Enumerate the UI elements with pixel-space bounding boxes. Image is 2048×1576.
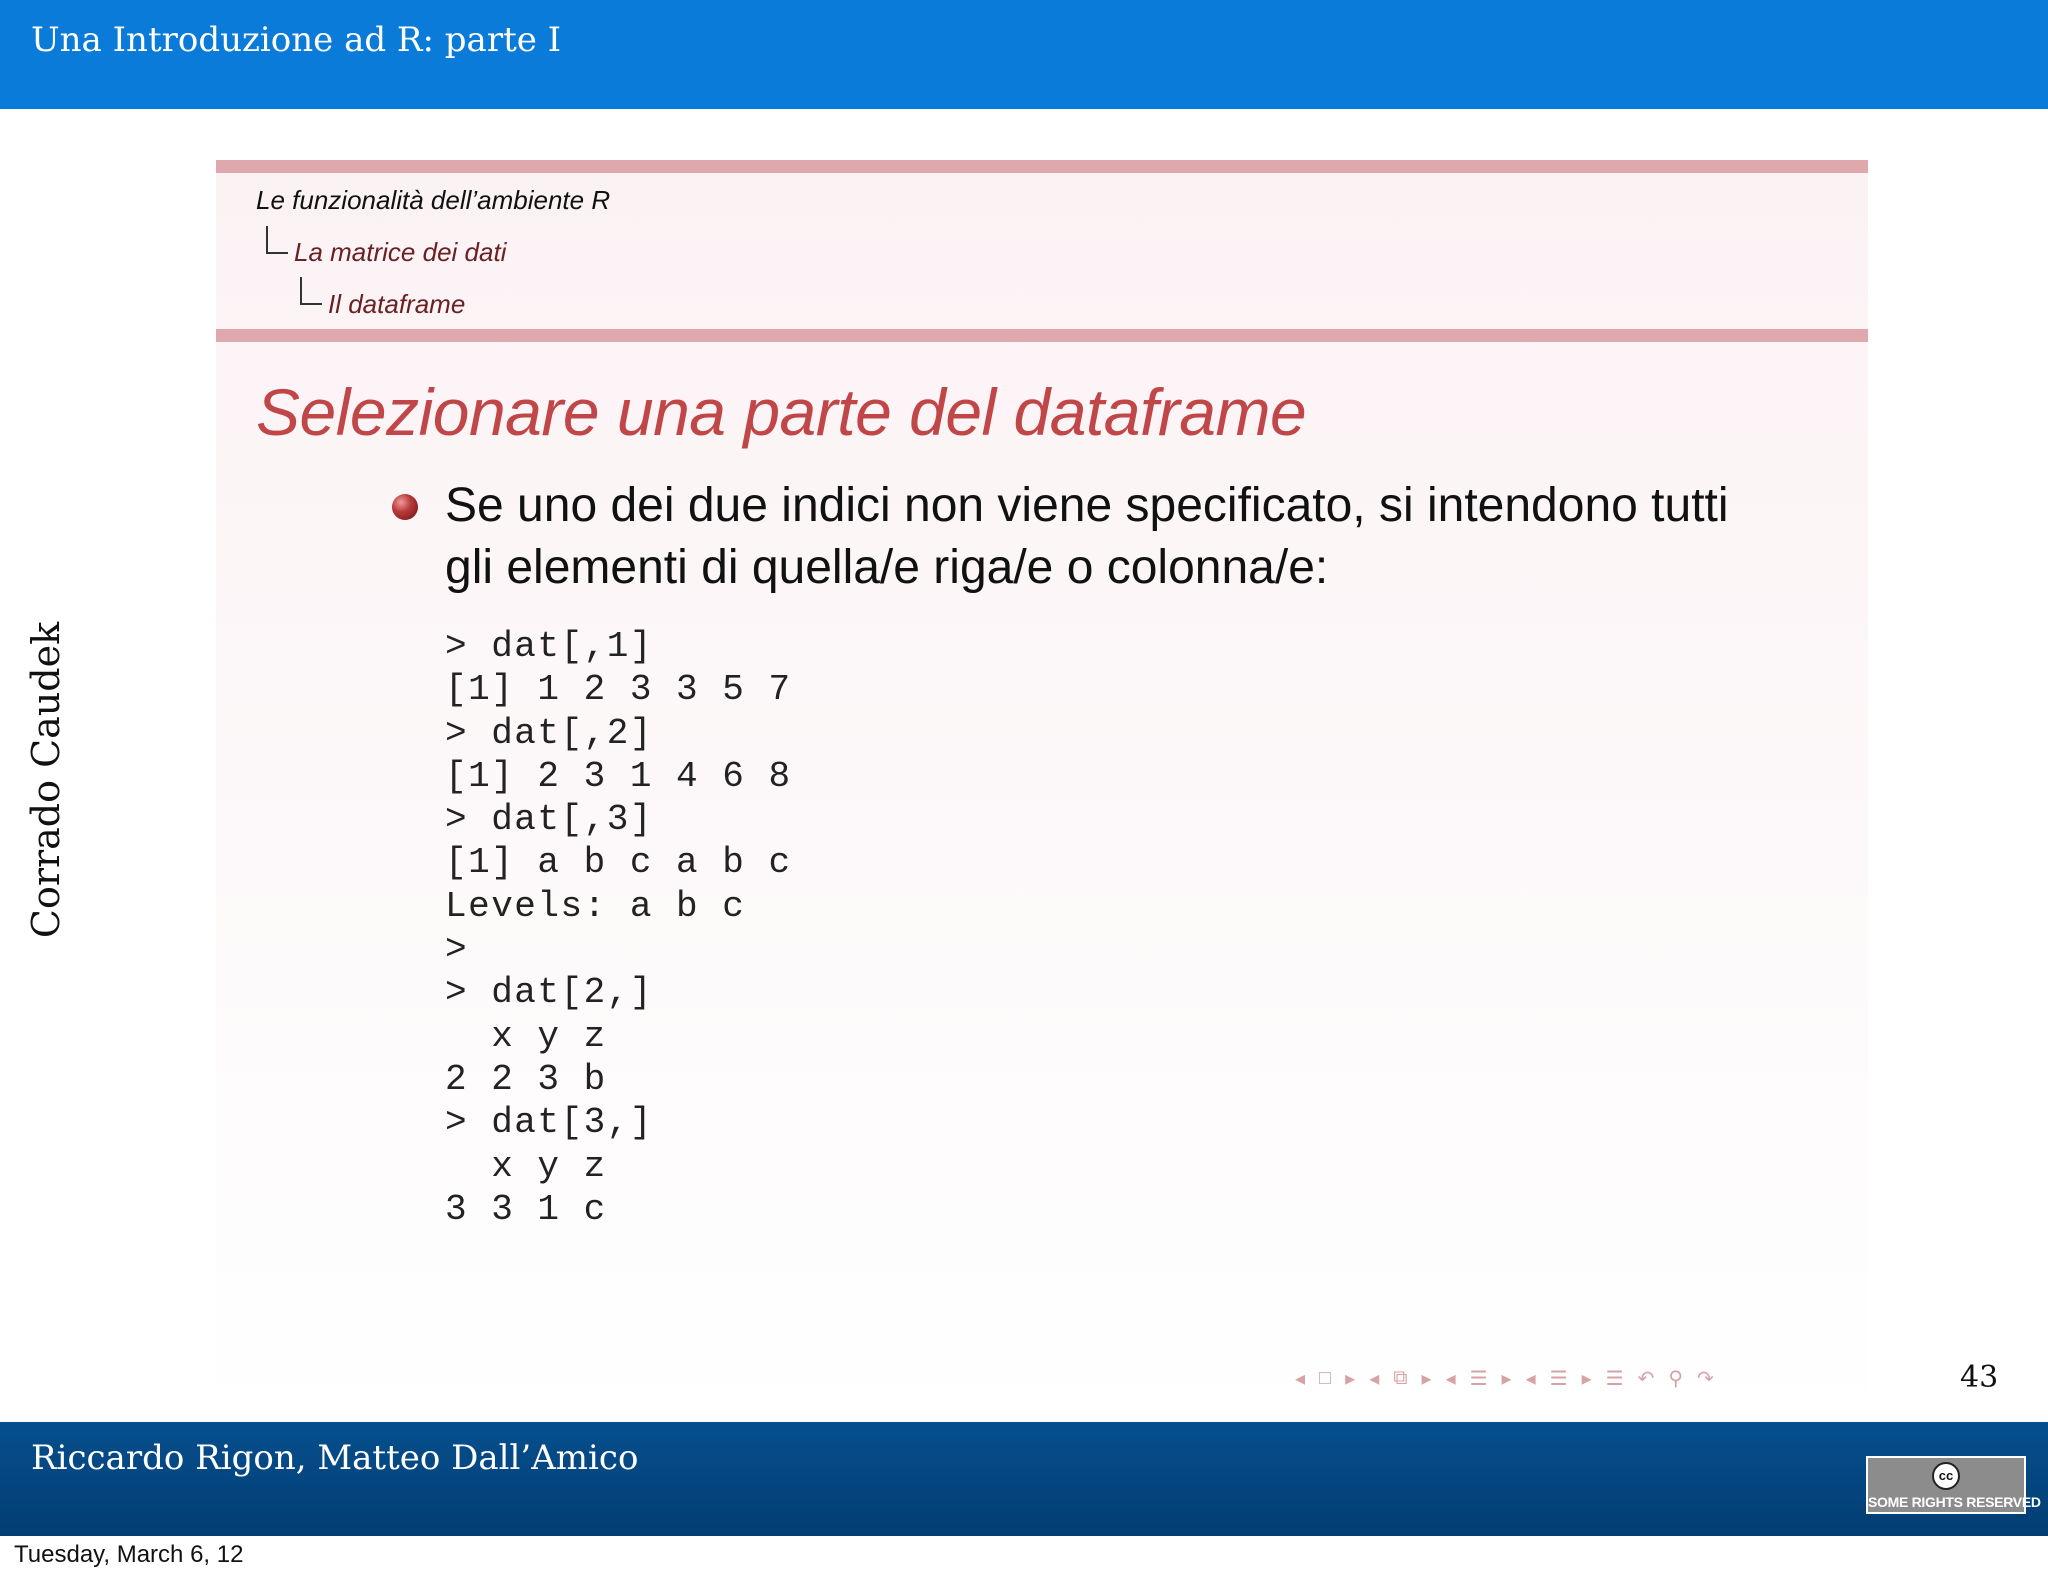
presentation-title: Una Introduzione ad R: parte I — [31, 20, 562, 60]
sidebar-author: Corrado Caudek — [24, 621, 68, 939]
next-section-arrow-icon[interactable]: ▸ — [1501, 1367, 1512, 1390]
footer-authors: Riccardo Rigon, Matteo Dall’Amico — [31, 1438, 639, 1478]
breadcrumb-bottom-band — [216, 329, 1868, 342]
slide-title: Selezionare una parte del dataframe — [256, 375, 1307, 449]
toc-icon[interactable]: ☰ — [1549, 1367, 1568, 1390]
beamer-navigation-bar — [1290, 1360, 1719, 1396]
next-subsection-arrow-icon[interactable]: ▸ — [1421, 1367, 1432, 1390]
creative-commons-badge[interactable] — [1866, 1456, 2041, 1514]
bullet-icon — [392, 494, 418, 520]
prev-section-arrow-icon[interactable]: ◂ — [1445, 1367, 1456, 1390]
breadcrumb-tree-connector — [300, 277, 322, 305]
frame-icon[interactable]: □ — [1319, 1366, 1332, 1389]
breadcrumb-tree-connector — [266, 226, 288, 254]
license-text: SOME RIGHTS RESERVED — [1868, 1494, 2041, 1510]
search-icon[interactable]: ⚲ — [1668, 1367, 1683, 1390]
breadcrumb-subsubsection[interactable]: Il dataframe — [328, 289, 466, 319]
prev-subsection-arrow-icon[interactable]: ◂ — [1369, 1367, 1380, 1390]
cc-logo-icon: cc — [1932, 1462, 1960, 1490]
prev-toc-arrow-icon[interactable]: ◂ — [1525, 1367, 1536, 1390]
bullet-text: Se uno dei due indici non viene specificato, si intendono tutti gli elementi di quella/e riga/e o colonna/e: — [445, 479, 1729, 594]
footer-date: Tuesday, March 6, 12 — [14, 1541, 244, 1568]
back-icon[interactable]: ↶ — [1637, 1367, 1655, 1390]
breadcrumb-section[interactable]: Le funzionalità dell’ambiente R — [256, 185, 611, 215]
section-icon[interactable]: ☰ — [1469, 1367, 1488, 1390]
next-toc-arrow-icon[interactable]: ▸ — [1581, 1367, 1592, 1390]
breadcrumb-subsection[interactable]: La matrice dei dati — [294, 237, 507, 267]
forward-icon[interactable]: ↷ — [1696, 1367, 1714, 1390]
page-number: 43 — [1960, 1360, 1999, 1395]
breadcrumb-top-band — [216, 160, 1868, 173]
code-block: > dat[,1] [1] 1 2 3 3 5 7 > dat[,2] [1] 2 3 1 4 6 8 > dat[,3] [1] a b c a b c Levels: a b c > > dat[2,] x y z 2 2 3 b > dat[3,] x y z 3 3 1 c — [445, 626, 792, 1230]
outline-icon[interactable]: ☰ — [1605, 1367, 1624, 1390]
prev-frame-arrow-icon[interactable]: ◂ — [1295, 1367, 1306, 1390]
subsection-icon[interactable]: ⧉ — [1393, 1366, 1408, 1389]
next-frame-arrow-icon[interactable]: ▸ — [1345, 1367, 1356, 1390]
